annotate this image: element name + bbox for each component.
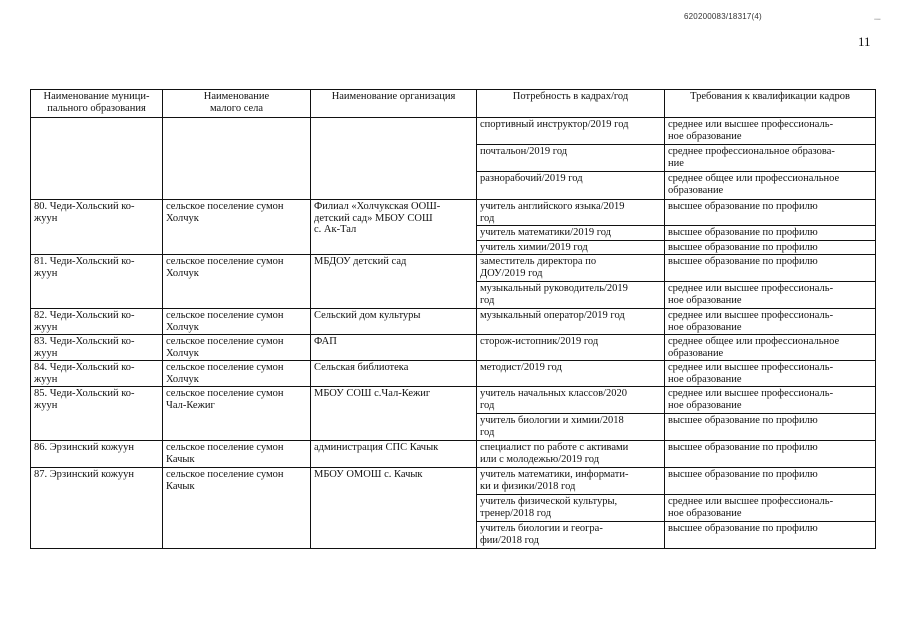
cell-requirement: высшее образование по профилю	[665, 522, 876, 549]
cell-need: учитель биологии и химии/2018 год	[477, 414, 665, 441]
page-number: 11	[858, 34, 871, 49]
cell-need: учитель биологии и геогра- фии/2018 год	[477, 522, 665, 549]
document-id: 620200083/18317(4)	[684, 12, 762, 21]
table-row	[31, 309, 876, 335]
table-row	[31, 361, 876, 387]
cell-requirement: среднее или высшее профессиональ- ное образование	[665, 118, 876, 145]
cell-village	[163, 118, 311, 200]
cell-need: учитель физической культуры, тренер/2018 год	[477, 495, 665, 522]
cell-requirement: среднее общее или профессиональное образование	[665, 335, 876, 361]
cell-requirement: высшее образование по профилю	[665, 200, 876, 226]
header-municipality: Наименование муници- пального образования	[31, 90, 163, 118]
header-organization: Наименование организация	[311, 90, 477, 118]
table-row	[31, 441, 876, 468]
cell-requirement: высшее образование по профилю	[665, 414, 876, 441]
cell-municipality: 86. Эрзинский кожуун	[31, 441, 163, 468]
cell-requirement: среднее или высшее профессиональ- ное образование	[665, 387, 876, 414]
cell-organization	[311, 118, 477, 200]
staffing-needs-table	[30, 89, 876, 549]
cell-organization: администрация СПС Качык	[311, 441, 477, 468]
cell-municipality: 83. Чеди-Хольский ко- жуун	[31, 335, 163, 361]
table-row	[31, 387, 876, 414]
cell-municipality: 84. Чеди-Хольский ко- жуун	[31, 361, 163, 387]
cell-village: сельское поселение сумон Холчук	[163, 200, 311, 255]
cell-village: сельское поселение сумон Холчук	[163, 335, 311, 361]
cell-organization: Филиал «Холчукская ООШ- детский сад» МБОУ СОШ с. Ак-Тал	[311, 200, 477, 255]
cell-requirement: среднее профессиональное образова- ние	[665, 145, 876, 172]
cell-need: спортивный инструктор/2019 год	[477, 118, 665, 145]
cell-need: почтальон/2019 год	[477, 145, 665, 172]
cell-need: специалист по работе с активами или с молодежью/2019 год	[477, 441, 665, 468]
table-row	[31, 335, 876, 361]
cell-requirement: среднее или высшее профессиональ- ное образование	[665, 495, 876, 522]
cell-municipality: 80. Чеди-Хольский ко- жуун	[31, 200, 163, 255]
cell-village: сельское поселение сумон Холчук	[163, 361, 311, 387]
cell-need: заместитель директора по ДОУ/2019 год	[477, 255, 665, 282]
cell-requirement: высшее образование по профилю	[665, 441, 876, 468]
header-village: Наименование малого села	[163, 90, 311, 118]
cell-requirement: высшее образование по профилю	[665, 255, 876, 282]
cell-need: музыкальный руководитель/2019 год	[477, 282, 665, 309]
header-staff-need: Потребность в кадрах/год	[477, 90, 665, 118]
header-row	[31, 90, 876, 118]
cell-requirement: среднее или высшее профессиональ- ное образование	[665, 309, 876, 335]
cell-requirement: высшее образование по профилю	[665, 240, 876, 255]
cell-need: учитель начальных классов/2020 год	[477, 387, 665, 414]
cell-organization: Сельский дом культуры	[311, 309, 477, 335]
cell-organization: ФАП	[311, 335, 477, 361]
header-qualification: Требования к квалификации кадров	[665, 90, 876, 118]
cell-village: сельское поселение сумон Качык	[163, 468, 311, 549]
table-row	[31, 468, 876, 495]
cell-municipality	[31, 118, 163, 200]
cell-village: сельское поселение сумон Качык	[163, 441, 311, 468]
cell-village: сельское поселение сумон Чал-Кежиг	[163, 387, 311, 441]
cell-need: музыкальный оператор/2019 год	[477, 309, 665, 335]
cell-requirement: высшее образование по профилю	[665, 226, 876, 241]
cell-need: сторож-истопник/2019 год	[477, 335, 665, 361]
cell-organization: Сельская библиотека	[311, 361, 477, 387]
cell-village: сельское поселение сумон Холчук	[163, 255, 311, 309]
cell-need: учитель математики, информати- ки и физики/2018 год	[477, 468, 665, 495]
cell-village: сельское поселение сумон Холчук	[163, 309, 311, 335]
cell-municipality: 87. Эрзинский кожуун	[31, 468, 163, 549]
cell-requirement: среднее общее или профессиональное образование	[665, 172, 876, 200]
cell-need: методист/2019 год	[477, 361, 665, 387]
cell-need: учитель математики/2019 год	[477, 226, 665, 241]
cell-organization: МБОУ СОШ с.Чал-Кежиг	[311, 387, 477, 441]
cell-need: разнорабочий/2019 год	[477, 172, 665, 200]
cell-organization: МБДОУ детский сад	[311, 255, 477, 309]
cell-municipality: 85. Чеди-Хольский ко- жуун	[31, 387, 163, 441]
cell-need: учитель химии/2019 год	[477, 240, 665, 255]
cell-municipality: 81. Чеди-Хольский ко- жуун	[31, 255, 163, 309]
cell-municipality: 82. Чеди-Хольский ко- жуун	[31, 309, 163, 335]
table-row	[31, 118, 876, 145]
margin-mark: \	[872, 16, 883, 22]
cell-requirement: среднее или высшее профессиональ- ное образование	[665, 282, 876, 309]
cell-organization: МБОУ ОМОШ с. Качык	[311, 468, 477, 549]
table-row	[31, 255, 876, 282]
cell-requirement: среднее или высшее профессиональ- ное образование	[665, 361, 876, 387]
table-row	[31, 200, 876, 226]
cell-requirement: высшее образование по профилю	[665, 468, 876, 495]
cell-need: учитель английского языка/2019 год	[477, 200, 665, 226]
